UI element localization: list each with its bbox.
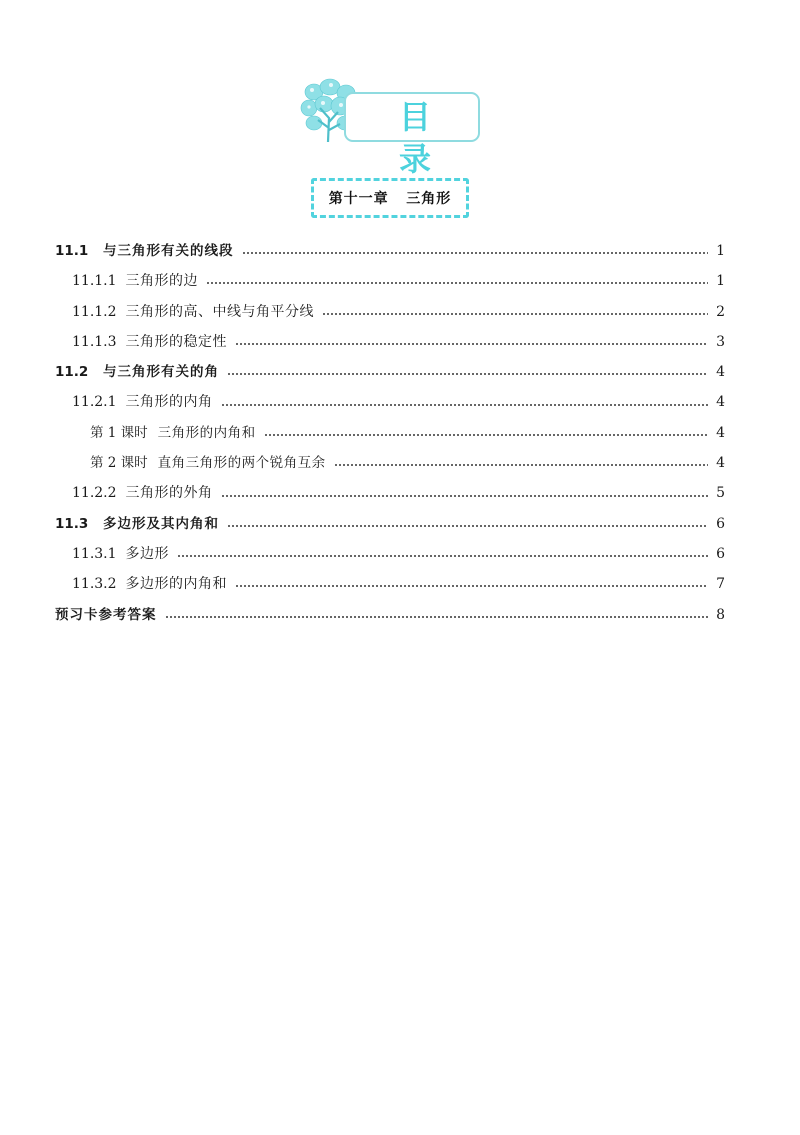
toc-entry-title: 直角三角形的两个锐角互余 [157,455,326,472]
toc-entry-page: 4 [716,455,725,472]
dot-leader [221,495,709,497]
chapter-title: 第十一章 三角形 [328,191,452,207]
toc-entry-number: 11.2.2 [72,485,117,502]
dot-leader [227,373,708,375]
toc-header [300,78,480,178]
toc-entry[interactable] [55,569,725,599]
toc-entry-page: 2 [716,303,725,320]
toc-entry[interactable] [55,297,725,327]
toc-entry-number: 11.3.1 [72,545,117,562]
toc-entry-title: 三角形的边 [125,273,199,290]
toc-entry-title: 三角形的内角和 [157,424,256,441]
toc-entry-number: 第 1 课时 [90,424,148,441]
toc-entry[interactable] [55,266,725,296]
toc-entry-title: 多边形 [125,545,170,562]
toc-entry-page: 1 [716,243,725,259]
dot-leader [165,616,709,618]
dot-leader [322,313,708,315]
toc-entry-page: 4 [716,424,725,441]
dot-leader [221,404,709,406]
toc-entry-title: 预习卡参考答案 [55,606,157,623]
toc-entry-number: 11.2.1 [72,394,117,411]
dot-leader [227,525,708,527]
toc-entry[interactable] [55,327,725,357]
toc-entry[interactable] [55,418,725,448]
toc-entry-number: 11.1.3 [72,333,117,350]
toc-entry-number: 11.2 [55,364,89,381]
toc-entry-page: 4 [716,394,725,411]
toc-entry-title: 多边形及其内角和 [103,515,219,532]
toc-entry-title: 三角形的内角 [125,394,213,411]
chapter-heading [311,178,469,218]
dot-leader [177,555,708,557]
toc-entry-title: 与三角形有关的角 [103,364,219,381]
toc-entry-title: 多边形的内角和 [125,576,228,593]
page-title: 目 录 [398,98,445,178]
toc-entry[interactable] [55,387,725,417]
toc-entry-page: 6 [716,545,725,562]
dot-leader [264,434,708,436]
toc-entry-page: 3 [716,333,725,350]
toc-entry-number: 11.3.2 [72,576,117,593]
toc-entry[interactable] [55,236,725,266]
dot-leader [334,464,708,466]
toc-entry[interactable] [55,539,725,569]
toc-entry-page: 4 [716,364,725,381]
dot-leader [242,252,709,254]
toc-entry-title: 三角形的稳定性 [125,333,228,350]
toc-entry-page: 5 [716,485,725,502]
dot-leader [206,282,708,284]
table-of-contents [55,236,725,630]
toc-entry[interactable] [55,600,725,630]
toc-entry[interactable] [55,448,725,478]
toc-entry-number: 11.3 [55,515,89,532]
toc-entry-page: 6 [716,515,725,532]
toc-entry-title: 三角形的外角 [125,485,213,502]
toc-entry-page: 8 [716,606,725,623]
toc-entry-page: 1 [716,273,725,290]
toc-entry-number: 11.1.1 [72,273,117,290]
dot-leader [235,585,708,587]
toc-entry-title: 三角形的高、中线与角平分线 [125,303,315,320]
toc-entry-number: 11.1 [55,243,89,259]
toc-entry-number: 11.1.2 [72,303,117,320]
toc-entry-number: 第 2 课时 [90,455,148,472]
title-box [344,92,480,178]
toc-entry-page: 7 [716,576,725,593]
toc-entry-title: 与三角形有关的线段 [103,243,234,259]
toc-entry[interactable] [55,357,725,387]
toc-entry[interactable] [55,509,725,539]
toc-entry[interactable] [55,478,725,508]
dot-leader [235,343,708,345]
